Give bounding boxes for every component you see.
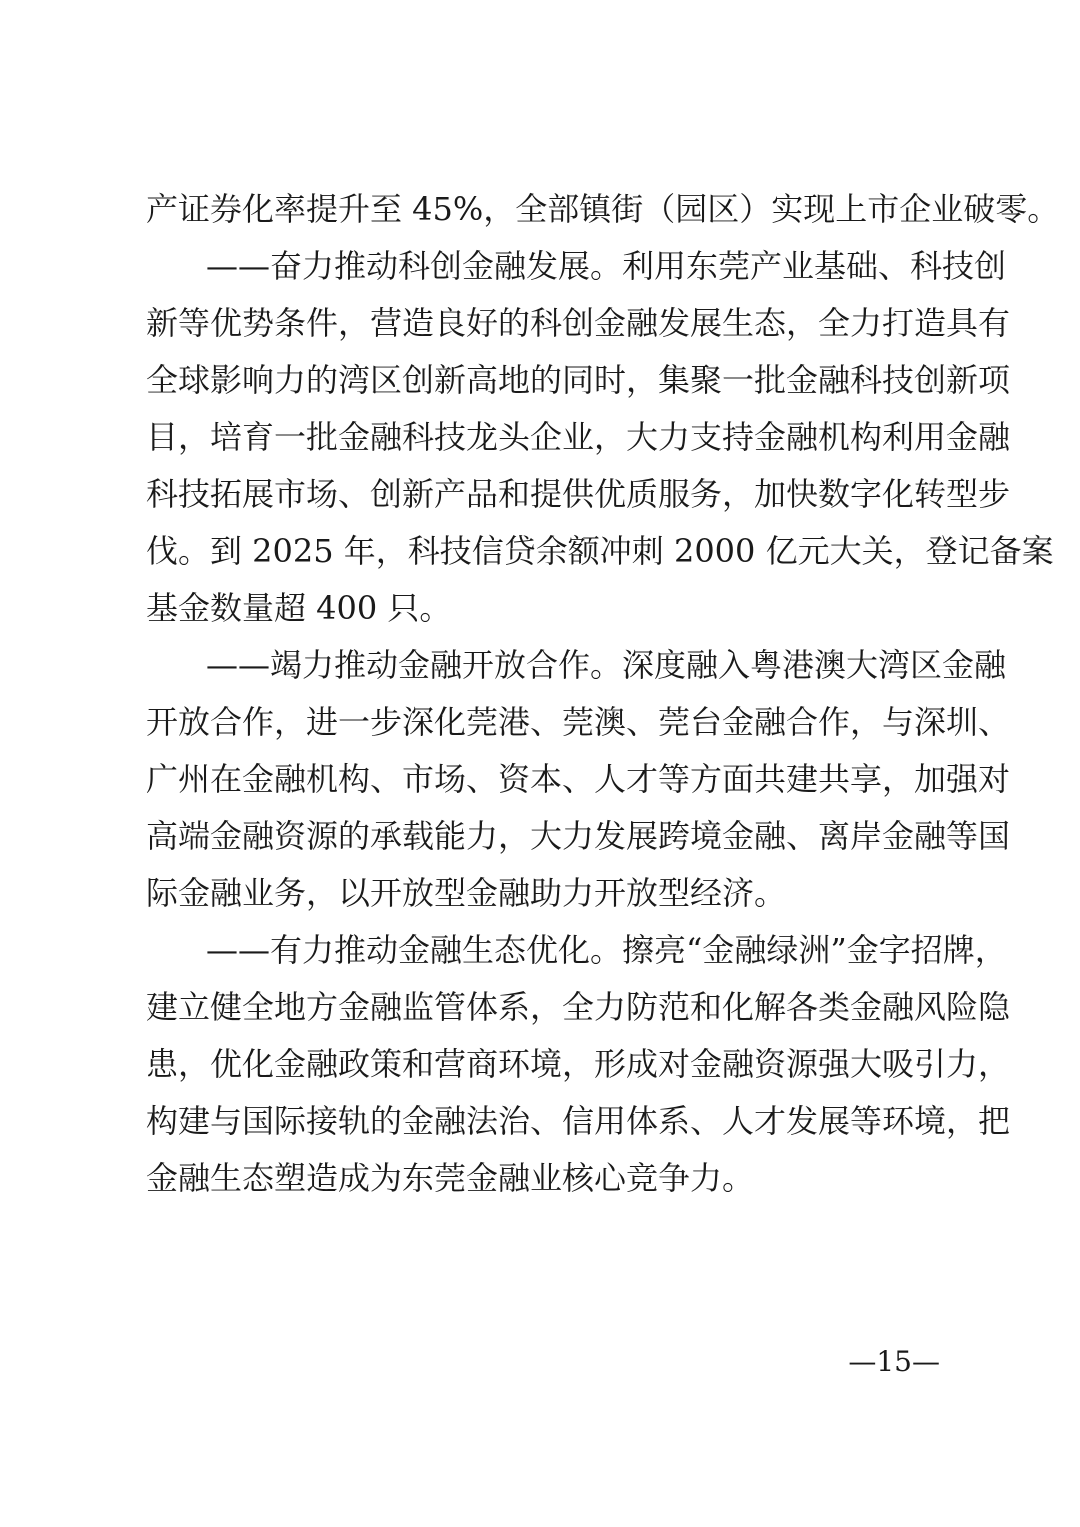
text-line: 科技拓展市场、创新产品和提供优质服务，加快数字化转型步 (146, 475, 1011, 513)
text-line: 高端金融资源的承载能力，大力发展跨境金融、离岸金融等国 (146, 817, 1011, 855)
text-line: 产证券化率提升至 45%，全部镇街（园区）实现上市企业破零。 (146, 190, 1060, 228)
text-line: 患，优化金融政策和营商环境，形成对金融资源强大吸引力， (146, 1045, 1011, 1083)
text-line: 广州在金融机构、市场、资本、人才等方面共建共享，加强对 (146, 760, 1011, 798)
text-line: 际金融业务，以开放型金融助力开放型经济。 (146, 874, 787, 912)
text-line: 目，培育一批金融科技龙头企业，大力支持金融机构利用金融 (146, 418, 1011, 456)
text-line: 新等优势条件，营造良好的科创金融发展生态，全力打造具有 (146, 304, 1011, 342)
text-line: 伐。到 2025 年，科技信贷余额冲刺 2000 亿元大关，登记备案 (146, 532, 1054, 570)
text-line: ——奋力推动科创金融发展。利用东莞产业基础、科技创 (206, 247, 1007, 285)
text-line: 构建与国际接轨的金融法治、信用体系、人才发展等环境，把 (146, 1102, 1011, 1140)
text-line: 开放合作，进一步深化莞港、莞澳、莞台金融合作，与深圳、 (146, 703, 1011, 741)
page-number: —15— (848, 1345, 940, 1378)
text-line: 全球影响力的湾区创新高地的同时，集聚一批金融科技创新项 (146, 361, 1011, 399)
text-line: 基金数量超 400 只。 (146, 589, 452, 627)
text-line: 建立健全地方金融监管体系，全力防范和化解各类金融风险隐 (146, 988, 1011, 1026)
text-line: 金融生态塑造成为东莞金融业核心竞争力。 (146, 1159, 755, 1197)
text-line: ——竭力推动金融开放合作。深度融入粤港澳大湾区金融 (206, 646, 1007, 684)
text-line: ——有力推动金融生态优化。擦亮“金融绿洲”金字招牌， (206, 931, 1007, 969)
